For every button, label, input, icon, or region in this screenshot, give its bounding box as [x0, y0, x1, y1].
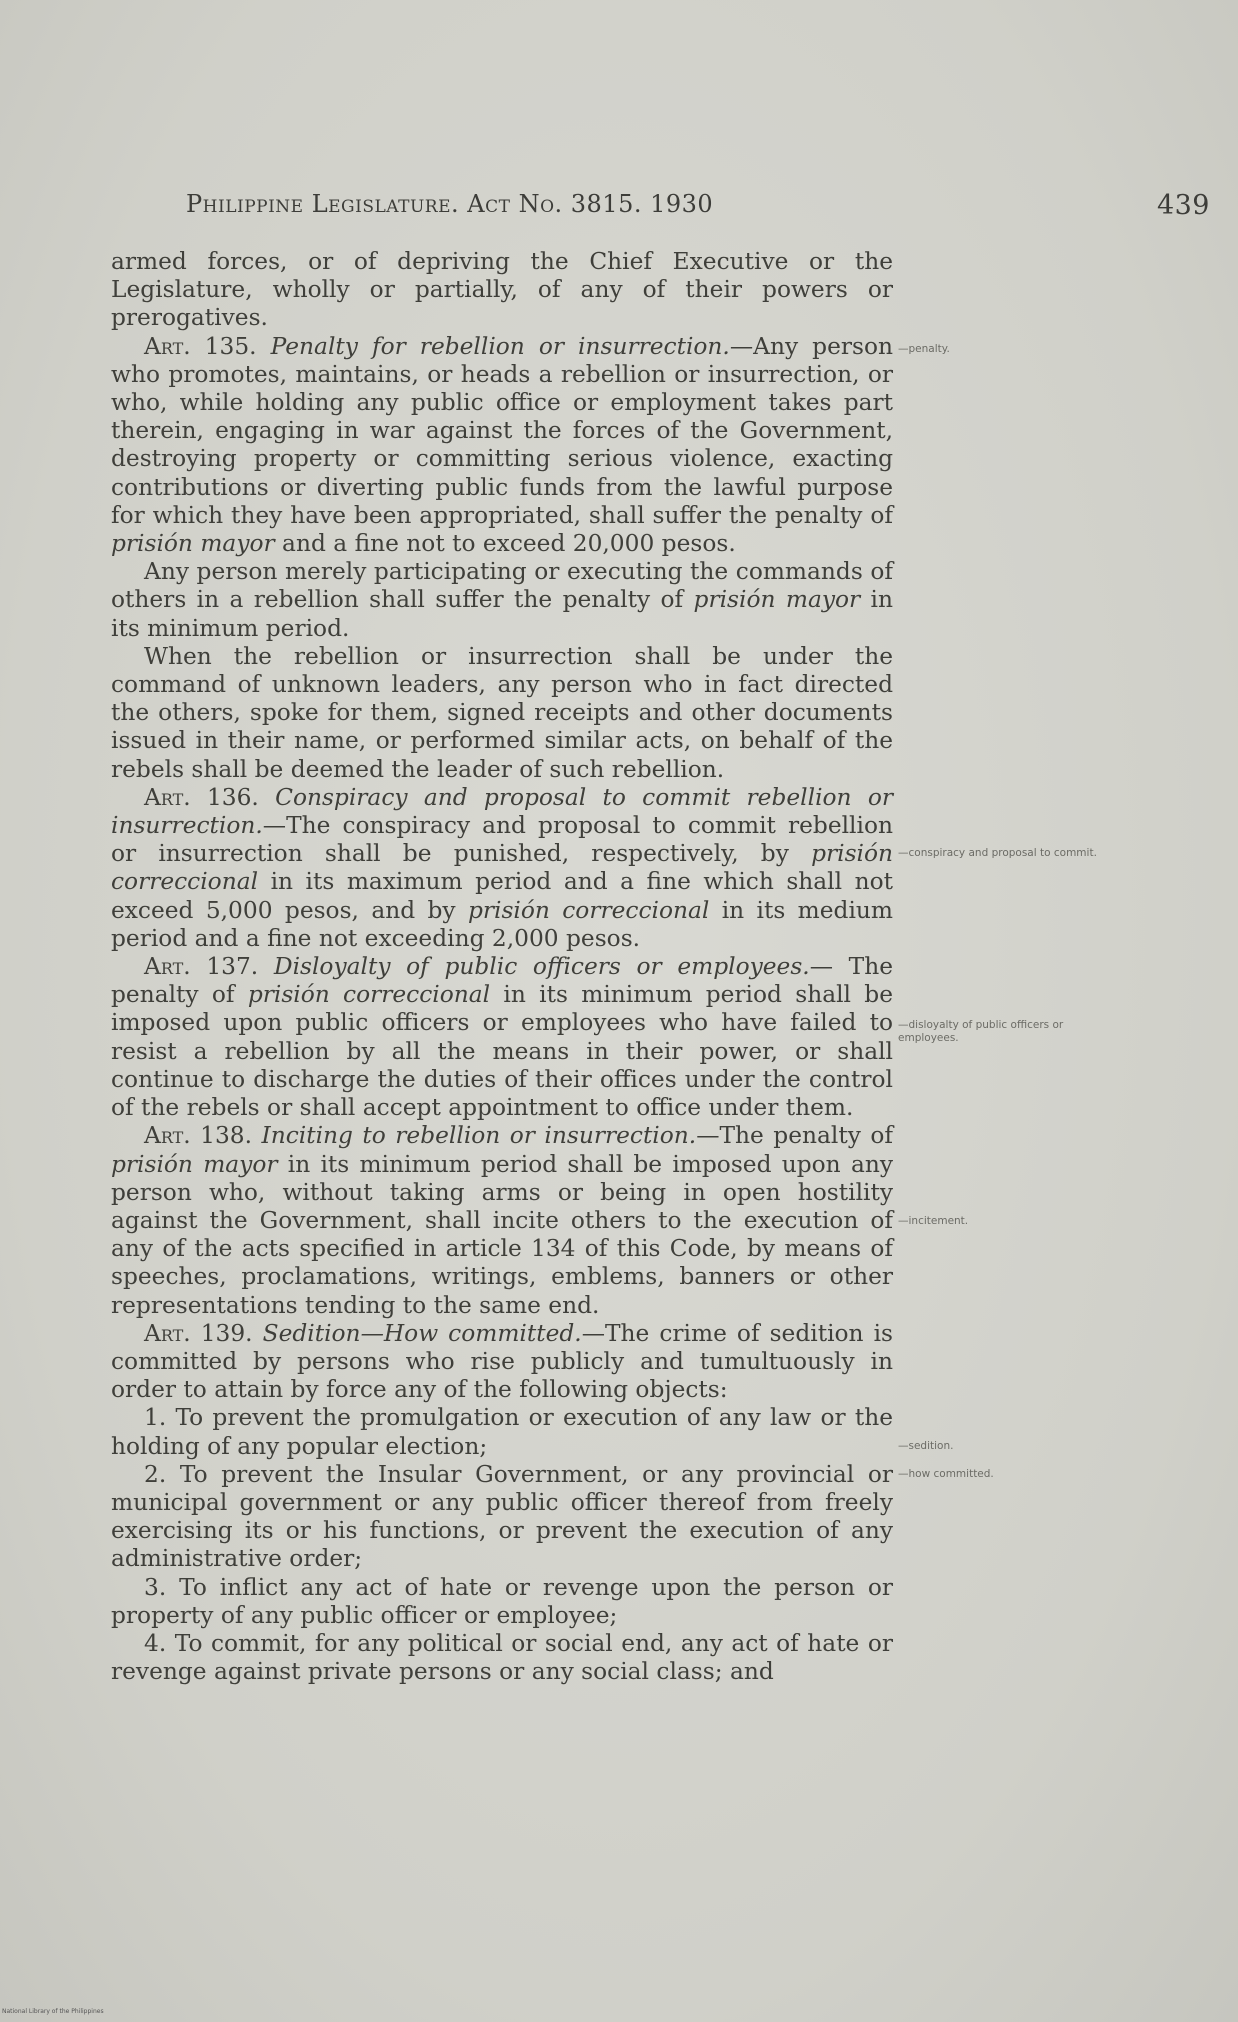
- running-header: [186, 190, 1216, 222]
- list-item-3: [111, 1574, 893, 1630]
- article-138: [111, 1122, 893, 1319]
- article-136: [111, 784, 893, 953]
- list-item-text: 1. To prevent the promulgation or execution of any law or the holding of any popular election;: [111, 1404, 893, 1460]
- article-text: in its minimum period shall be imposed upon public officers or employees who have failed to resist a rebellion by all the means in their power, or shall continue to discharge the duties of their offices under the control of the rebels or shall accept appointment to office under them.: [111, 981, 893, 1122]
- paragraph-text: When the rebellion or insurrection shall be under the command of unknown leaders, any person who in fact directed the others, spoke for them, signed receipts and other documents issued in their name, or performed similar acts, on behalf of the rebels shall be deemed the leader of such rebellion.: [111, 642, 893, 783]
- latin-term: prisión correccional: [467, 896, 710, 924]
- margin-note-conspiracy: —conspiracy and proposal to commit.: [898, 847, 1097, 859]
- list-item-text: 3. To inflict any act of hate or revenge upon the person or property of any public officer or employee;: [111, 1573, 893, 1629]
- article-text: —The conspiracy and proposal to commit rebellion or insurrection shall be punished, respectively, by: [111, 812, 893, 868]
- list-item-2: [111, 1461, 893, 1574]
- latin-term: prisión mayor: [111, 530, 275, 558]
- paragraph-continuation: [111, 248, 893, 333]
- margin-note-disloyalty: —disloyalty of public officers or employees.: [898, 1019, 1064, 1044]
- article-text: in its maximum period and a fine which shall not exceed 5,000 pesos, and by: [111, 868, 893, 924]
- article-number: Art. 135.: [144, 332, 257, 360]
- list-item-1: [111, 1404, 893, 1460]
- article-137: [111, 953, 893, 1122]
- article-139: [111, 1320, 893, 1405]
- latin-term: prisión mayor: [693, 586, 861, 614]
- margin-note-penalty: —penalty.: [898, 343, 950, 355]
- body-text: [111, 248, 893, 1686]
- article-text: and a fine not to exceed 20,000 pesos.: [274, 530, 736, 558]
- article-text: —Any person who promotes, maintains, or heads a rebellion or insurrection, or who, while holding any public office or employment takes part therein, engaging in war against the forces of the Government, destroying property or committing serious violence, exacting contributions or diverting public funds from the lawful purpose for which they have been appropriated, shall suffer the penalty of: [111, 332, 893, 529]
- paragraph-text: Any person merely participating or executing the commands of others in a rebellion shall suffer the penalty of: [111, 558, 893, 614]
- article-text: in its minimum period shall be imposed upon any person who, without taking arms or being in open hostility against the Government, shall incite others to the execution of any of the acts specified in article 134 of this Code, by means of speeches, proclamations, writings, emblems, banners or other representations tending to the same end.: [111, 1150, 893, 1319]
- list-item-text: 4. To commit, for any political or social end, any act of hate or revenge against private persons or any social class; and: [111, 1629, 893, 1686]
- article-number: Art. 138.: [144, 1122, 253, 1150]
- article-text: — The penalty of: [111, 953, 893, 1009]
- margin-note-sedition: —sedition.: [898, 1440, 954, 1452]
- article-title: Disloyalty of public officers or employees.: [273, 953, 810, 981]
- latin-term: prisión correccional: [247, 981, 491, 1009]
- paragraph-participants: [111, 558, 893, 643]
- article-number: Art. 137.: [144, 953, 259, 981]
- article-text: —The penalty of: [696, 1122, 894, 1150]
- article-title: Penalty for rebellion or insurrection.: [270, 332, 730, 360]
- margin-note-incitement: —incitement.: [898, 1215, 969, 1227]
- paragraph-unknown-leaders: [111, 643, 893, 784]
- article-text: in its medium period and a fine not exceeding 2,000 pesos.: [111, 896, 894, 952]
- list-item-4: [111, 1630, 893, 1686]
- running-title: Philippine Legislature. Act No. 3815. 1930: [186, 190, 714, 218]
- margin-note-how-committed: —how committed.: [898, 1468, 994, 1480]
- article-number: Art. 139.: [144, 1319, 253, 1347]
- page-number: 439: [1156, 190, 1210, 221]
- article-title: Sedition—How committed.: [262, 1319, 582, 1347]
- continuation-text: armed forces, or of depriving the Chief Executive or the Legislature, wholly or partially, of any of their powers or prerogatives.: [111, 248, 893, 332]
- article-title: Inciting to rebellion or insurrection.: [261, 1122, 697, 1150]
- list-item-text: 2. To prevent the Insular Government, or any provincial or municipal government or any public officer thereof from freely exercising its or his functions, or prevent the execution of any administrative order;: [111, 1460, 893, 1573]
- article-135: [111, 333, 893, 559]
- footer-credit: National Library of the Philippines: [2, 2008, 104, 2015]
- paragraph-text: in its minimum period.: [111, 586, 893, 642]
- latin-term: prisión correccional: [111, 840, 893, 896]
- article-text: —The crime of sedition is committed by persons who rise publicly and tumultuously in order to attain by force any of the following objects:: [111, 1319, 893, 1404]
- article-title: Conspiracy and proposal to commit rebellion or insurrection.: [111, 783, 893, 840]
- latin-term: prisión mayor: [111, 1150, 278, 1178]
- article-number: Art. 136.: [144, 783, 259, 811]
